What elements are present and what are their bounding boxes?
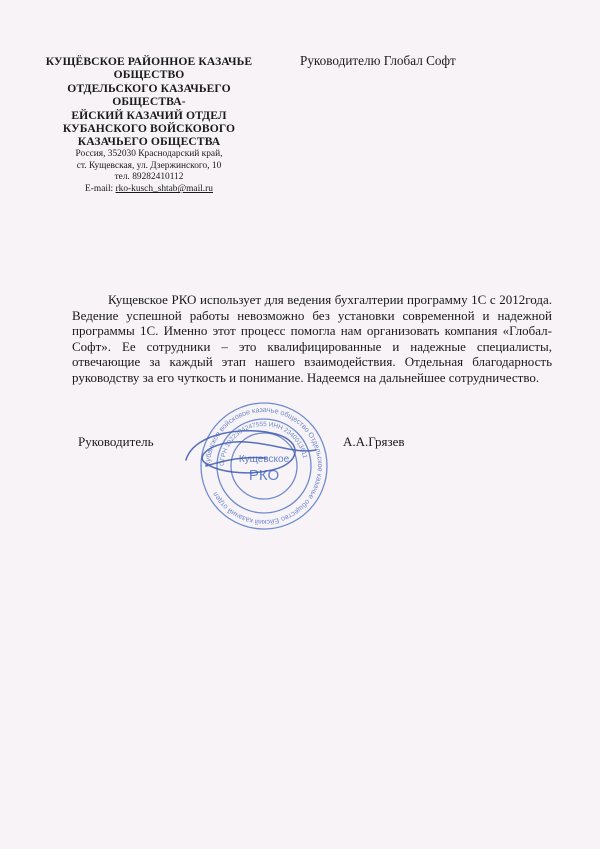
phone-line: тел. 89282410112 — [114, 172, 184, 183]
stamp-center-top: Кущевское — [238, 454, 290, 465]
sender-letterhead — [30, 55, 268, 196]
signatory-role: Руководитель — [78, 434, 154, 449]
email-label: E-mail: — [85, 184, 114, 195]
address-line: Россия, 352030 Краснодарский край, — [75, 148, 223, 159]
signatory-name: А.А.Грязев — [343, 434, 405, 449]
org-name-line: КУЩЁВСКОЕ РАЙОННОЕ КАЗАЧЬЕ — [45, 55, 253, 68]
org-name-line: КАЗАЧЬЕГО ОБЩЕСТВА — [77, 135, 221, 149]
stamp-outer-text: Кубанское войсковое казачье общество Отдельское казачье общество Ейский казачий отдел — [202, 404, 326, 528]
letter-body: Кущевское РКО использует для ведения бухгалтерии программу 1С с 2012года. Ведение успешной работы невозможно без установки современной и надежной программы 1С. Именно этот процесс помогла нам организовать компания «Глобал-Софт». Ее сотрудники – это квалифицированные и надежные специалисты, отвечающие за каждый этап нашего взаимодействия. Отдельная благодарность руководству за его чуткость и понимание. Надеемся на дальнейшее сотрудничество. — [72, 292, 552, 385]
email-line — [30, 184, 268, 196]
email-link[interactable]: rko-kusch_shtab@mail.ru — [115, 184, 213, 195]
address-line: ст. Кущевская, ул. Дзержинского, 10 — [76, 160, 222, 171]
org-name-line: ОТДЕЛЬСКОГО КАЗАЧЬЕГО — [67, 81, 231, 95]
stamp-inner-text: ОГРН 1022304247555 ИНН 2340013611 — [218, 420, 309, 467]
org-name-line: ЕЙСКИЙ КАЗАЧИЙ ОТДЕЛ — [71, 108, 227, 122]
org-name-line: ОБЩЕСТВО — [113, 68, 185, 82]
org-name-line: ОБЩЕСТВА- — [112, 95, 186, 109]
handwritten-signature — [176, 420, 326, 490]
recipient-line: Руководителю Глобал Софт — [300, 53, 456, 68]
org-name-line: КУБАНСКОГО ВОЙСКОВОГО — [62, 122, 236, 136]
stamp-center-main: РКО — [248, 467, 280, 484]
